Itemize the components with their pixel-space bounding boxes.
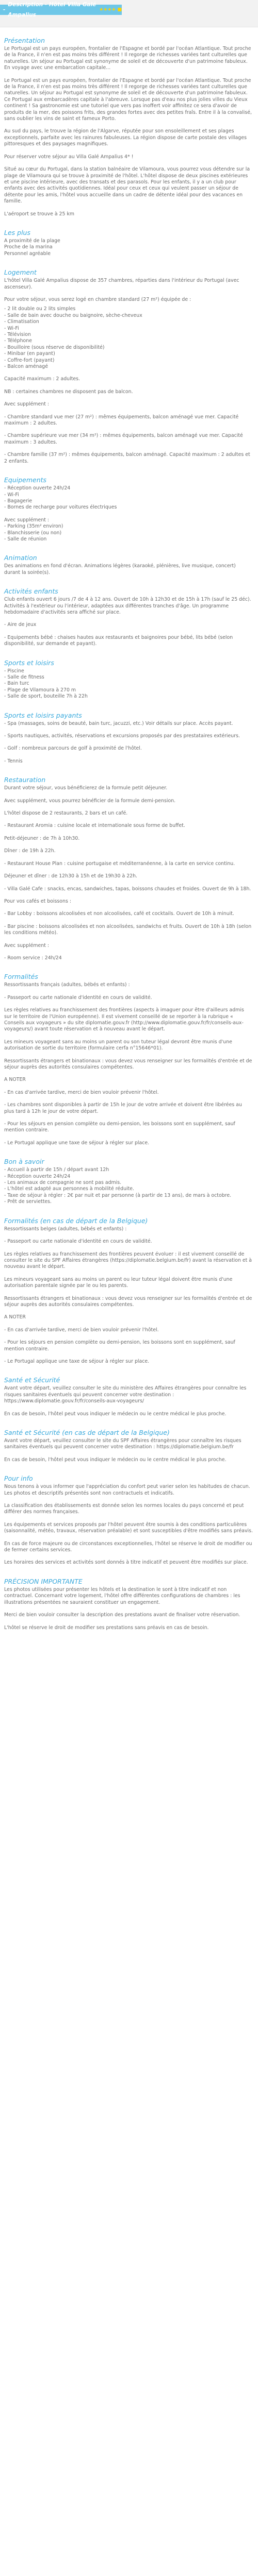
- list-item: - Les animaux de compagnie ne sont pas admis.: [4, 1180, 122, 1186]
- paragraph: - Chambre supérieure vue mer (34 m²) : mêmes équipements, balcon aménagé vue mer. Capacité maximum : 3 adultes.: [4, 433, 243, 445]
- paragraph: - Tennis: [4, 758, 23, 764]
- paragraph: - Bar piscine : boissons alcoolisées et non alcoolisées, sandwichs et fruits. Ouvert de 10h à 18h (selon les conditions météo).: [4, 923, 252, 936]
- section-lieu: [4, 229, 253, 257]
- paragraph: - Villa Galé Cafe : snacks, encas, sandwiches, tapas, boissons chaudes et froides. Ouvert de 9h à 18h.: [4, 886, 251, 892]
- paragraph: A NOTER: [4, 1077, 26, 1083]
- paragraph: - Spa (massages, soins de beauté, bain turc, jacuzzi, etc.) Voir détails sur place. Accès payant.: [4, 720, 233, 726]
- paragraph: Avec supplément :: [4, 517, 50, 523]
- paragraph: Dîner : de 19h à 22h.: [4, 848, 56, 854]
- section-sante: [4, 1376, 253, 1417]
- paragraph: - Chambre standard vue mer (27 m²) : mêmes équipements, balcon aménagé vue mer. Capacité maximum : 2 adultes.: [4, 414, 239, 427]
- list-item: - Bain turc: [4, 681, 29, 687]
- paragraph: - Bar Lobby : boissons alcoolisées et non alcoolisées, café et cocktails. Ouvert de 10h à minuit.: [4, 911, 234, 917]
- paragraph: Des animations en fond d'écran. Animations légères (karaoké, plénières, live musique, concert) durant la soirée(s).: [4, 563, 236, 575]
- square-icon: ■: [117, 7, 122, 12]
- paragraph: - Le Portugal applique une taxe de séjour à régler sur place.: [4, 1358, 150, 1364]
- paragraph: - Restaurant Aromia : cuisine locale et internationale sous forme de buffet.: [4, 823, 185, 829]
- list-item: - Climatisation: [4, 319, 39, 325]
- paragraph: En cas de force majeure ou de circonstances exceptionnelles, l'hôtel se réserve le droit de modifier ou de fermer certains services.: [4, 1540, 252, 1553]
- page-header: [0, 0, 258, 27]
- paragraph: En cas de besoin, l'hôtel peut vous indiquer le médecin ou le centre médical le plus proche.: [4, 1411, 227, 1417]
- list-item: - Salle de sport, bouteille 7h à 22h: [4, 693, 88, 700]
- paragraph: Nous tenons à vous informer que l'appréciation du confort peut varier selon les habitudes de chacun. Les photos et descriptifs présentés sont non contractuels et indicatifs.: [4, 1484, 250, 1496]
- paragraph: Avant votre départ, veuillez consulter le site du ministère des Affaires étrangères pour connaître les risques sanitaires éventuels qui peuvent concerner votre destination : https://www.diplomatie.gouv.fr/fr/conseils-aux-voyageurs/: [4, 1385, 247, 1404]
- list-item: - Taxe de séjour à régler : 2€ par nuit et par personne (à partir de 13 ans), de mars à octobre.: [4, 1192, 232, 1198]
- paragraph: - Passeport ou carte nationale d'identité en cours de validité.: [4, 1239, 152, 1245]
- paragraph: - En cas d'arrivée tardive, merci de bien vouloir prévenir l'hôtel.: [4, 1327, 159, 1333]
- list-item: - Wi-Fi: [4, 325, 19, 331]
- section-title: Animation: [4, 554, 37, 562]
- star-rating-icon: ★★★★: [99, 7, 116, 12]
- paragraph: Les photos utilisées pour présenter les hôtels et la destination le sont à titre indicatif et non contractuel. Concernant votre logement, l'hôtel offre différentes configurations de chambres : les illustrations présentées ne sauraient constituer un engagement.: [4, 1586, 240, 1605]
- paragraph: L'aéroport se trouve à 25 km: [4, 211, 75, 217]
- paragraph: Le Portugal est un pays européen, frontalier de l'Espagne et bordé par l'océan Atlantique. Tout proche de la France, il n'en est pas moins très différent ! Il regorge de richesses variées tant culturelles que naturelles. Un séjour au Portugal est synonyme de soleil et de découverte d'un patrimoine fabuleux. Ce Portugal aux embarcadères capitale à l'abreuve. Lorsque pas d'eau nos plus jolies villes du Vieux continent ! Sa gastronomie est une tutoriel que vers pas inoffert voir affinitez ce sera d'avoir de produits de la mer, des poissons frits, des grandes fortes avec des petites fraîs. Entre il à la convalisé, sans oublier les vins de saint et fameux Porto.: [4, 77, 252, 122]
- section-enfants: [4, 587, 253, 647]
- paragraph: - Room service : 24h/24: [4, 955, 62, 961]
- section-title: Sports et loisirs: [4, 658, 54, 667]
- paragraph: Merci de bien vouloir consulter la description des prestations avant de finaliser votre réservation.: [4, 1612, 240, 1618]
- list-item: - Minibar (en payant): [4, 351, 55, 357]
- paragraph: L'hôtel dispose de 2 restaurants, 2 bars et un café.: [4, 810, 128, 817]
- section-animation: [4, 554, 253, 576]
- paragraph: Situé au cœur du Portugal, dans la station balnéaire de Vilamoura, vous pourrez vous détendre sur la plage de Vilamoura qui se trouve à proximité de l'hôtel. L'hôtel dispose de deux piscines extérieures et une piscine intérieure, avec des transats et des parasols. Pour les enfants, il y a un club pour enfants avec des activités quotidiennes. Idéal pour ceux et ceux qui veulent passer un séjour de détente pour les amis, l'hôtel vous accueille dans un cadre de détente idéal pour des vacances en famille.: [4, 166, 250, 205]
- paragraph: A NOTER: [4, 1314, 26, 1320]
- section-equipements: [4, 476, 253, 543]
- list-item: - Piscine: [4, 668, 24, 674]
- section-title: Restauration: [4, 776, 46, 784]
- section-logement: [4, 268, 253, 465]
- paragraph: - Chambre famille (37 m²) : mêmes équipements, balcon aménagé. Capacité maximum : 2 adultes et 2 enfants.: [4, 452, 250, 464]
- list-item: A proximité de la plage: [4, 238, 60, 244]
- page-title: Description - Hôtel Villa Galé Ampalius: [8, 2, 96, 18]
- paragraph: - Les chambres sont disponibles à partir de 15h le jour de votre arrivée et doivent être libérées au plus tard à 12h le jour de votre départ.: [4, 1102, 242, 1114]
- section-title: Les plus: [4, 228, 30, 236]
- list-item: - Télévision: [4, 332, 31, 337]
- paragraph: Les mineurs voyageant sans au moins un parent ou leur tuteur légal doivent être munis d'une autorisation parentale signée par le ou les parents.: [4, 1276, 233, 1289]
- list-item: - Réception ouverte 24h/24: [4, 485, 71, 492]
- list-item: - Wi-Fi: [4, 492, 19, 498]
- paragraph: - Golf : nombreux parcours de golf à proximité de l'hôtel.: [4, 745, 142, 752]
- paragraph: - Pour les séjours en pension complète ou demi-pension, les boissons sont en supplément, sauf mention contraire.: [4, 1121, 235, 1133]
- list-item: - Bouilloire (sous réserve de disponibilité): [4, 344, 105, 350]
- section-title: Activités enfants: [4, 587, 58, 596]
- paragraph: La classification des établissements est donnée selon les normes locales du pays concerné et peut différer des normes françaises.: [4, 1503, 244, 1515]
- section-restauration: [4, 776, 253, 961]
- section-sport: [4, 659, 253, 700]
- list-item: - Plage de Vilamoura à 270 m: [4, 687, 76, 693]
- paragraph: Ressortissants étrangers et binationaux : vous devez vous renseigner sur les formalités d'entrée et de séjour auprès des autorités consulaires compétentes.: [4, 1058, 252, 1070]
- paragraph: Avant votre départ, veuillez consulter le site du SPF Affaires étrangères pour connaître les risques sanitaires éventuels qui peuvent concerner votre destination : https://diplomatie.belgium.be/fr: [4, 1438, 241, 1450]
- list-item: - Coffre-fort (payant): [4, 357, 55, 363]
- paragraph: - Restaurant House Plan : cuisine portugaise et méditerranéenne, à la carte en service continu.: [4, 860, 235, 867]
- paragraph: Les règles relatives au franchissement des frontières (aspects à imaguer pour être d'ailleurs admis sur le territoire de l'Union européenne). Il est vivement conseillé de se reporter à la rubrique « Conseils aux voyageurs » du site diplomatie.gouv.fr (http://www.diplomatie.gouv.fr/fr/conseils-aux-voyageurs/) avant toute réservation et à nouveau avant le départ.: [4, 1007, 244, 1032]
- paragraph: Ressortissants étrangers et binationaux : vous devez vous renseigner sur les formalités d'entrée et de séjour auprès des autorités consulaires compétentes.: [4, 1295, 252, 1308]
- section-title: Formalités: [4, 973, 38, 981]
- section-presentation: [4, 37, 253, 217]
- paragraph: NB : certaines chambres ne disposent pas de balcon.: [4, 388, 133, 395]
- list-item: - Blanchisserie (ou non): [4, 530, 62, 536]
- list-item: - Salle de réunion: [4, 536, 47, 542]
- paragraph: Avec supplément :: [4, 942, 50, 948]
- paragraph: - Aire de jeux: [4, 622, 37, 628]
- list-item: - Parking (35m² environ): [4, 523, 63, 530]
- section-title: Sports et loisirs payants: [4, 711, 82, 719]
- section-title: Présentation: [4, 37, 45, 44]
- paragraph: Les équipements et services proposés par l'hôtel peuvent être soumis à des conditions particulières (saisonnalité, météo, travaux, réservation préalable) et sont susceptibles d'être modifiés sans préavis.: [4, 1521, 253, 1534]
- paragraph: Les mineurs voyageant sans au moins un parent ou son tuteur légal devront être munis d'une autorisation de sortie du territoire (formulaire cerfa n°15646*01).: [4, 1039, 232, 1052]
- paragraph: Avec supplément, vous pourrez bénéficier de la formule demi-pension.: [4, 798, 176, 804]
- section-title: Logement: [4, 268, 37, 277]
- paragraph: L'hôtel Villa Galé Ampalius dispose de 357 chambres, réparties dans l'intérieur du Portugal (avec ascenseur).: [4, 278, 239, 290]
- paragraph: En cas de besoin, l'hôtel peut vous indiquer le médecin ou le centre médical le plus proche.: [4, 1456, 227, 1463]
- list-item: - Balcon aménagé: [4, 364, 49, 370]
- list-item: Personnel agréable: [4, 250, 51, 257]
- section-formalites: [4, 973, 253, 1146]
- section-title: Formalités (en cas de départ de la Belgique): [4, 1216, 148, 1225]
- paragraph: Pour réserver votre séjour au Villa Galé Ampalius 4* !: [4, 154, 134, 160]
- list-item: Proche de la marina: [4, 244, 53, 250]
- description-content: [0, 27, 258, 1631]
- paragraph: - Le Portugal applique une taxe de séjour à régler sur place.: [4, 1140, 150, 1146]
- list-item: - Réception ouverte 24h/24: [4, 1173, 71, 1179]
- section-bon_savoir: [4, 1158, 253, 1205]
- section-precision: [4, 1578, 253, 1631]
- paragraph: Les horaires des services et activités sont donnés à titre indicatif et peuvent être modifiés sur place.: [4, 1560, 248, 1566]
- section-title: Santé et Sécurité: [4, 1376, 60, 1384]
- paragraph: Déjeuner et dîner : de 12h30 à 15h et de 19h30 à 22h.: [4, 873, 138, 879]
- list-item: - Salle de fitness: [4, 674, 44, 680]
- paragraph: Le Portugal est un pays européen, frontalier de l'Espagne et bordé par l'océan Atlantique. Tout proche de la France, il n'en est pas moins très différent ! Il regorge de richesses variées tant culturelles que naturelles. Un séjour au Portugal est synonyme de soleil et de découverte d'un patrimoine fabuleux. En voyage avec une embarcation capitale...: [4, 46, 251, 71]
- section-title: Equipements: [4, 476, 47, 484]
- list-item: - Téléphone: [4, 338, 32, 344]
- paragraph: - Equipements bébé : chaises hautes aux restaurants et baignoires pour bébé, lits bébé (selon disponibilité, sur demande et payant).: [4, 634, 233, 647]
- section-sport2: [4, 711, 253, 765]
- paragraph: - Pour les séjours en pension complète ou demi-pension, les boissons sont en supplément, sauf mention contraire.: [4, 1340, 235, 1352]
- section-info: [4, 1475, 253, 1566]
- list-item: - Salle de bain avec douche ou baignoire, sèche-cheveux: [4, 312, 142, 318]
- list-item: - Bagagerie: [4, 498, 33, 504]
- paragraph: Au sud du pays, le trouve la région de l'Algarve, réputée pour son ensoleillement et ses plages exceptionnels, parfaite avec les rainures fabuleuses. La région dispose de carte postale des villages pittoresques et des paysages magnifiques.: [4, 128, 247, 147]
- paragraph: - Sports nautiques, activités, réservations et excursions proposés par des prestataires extérieurs.: [4, 733, 240, 739]
- paragraph: Les règles relatives au franchissement des frontières peuvent évoluer : il est vivement conseillé de consulter le site du SPF Affaires étrangères (https://diplomatie.belgium.be/fr) avant la réservation et à nouveau avant le départ.: [4, 1251, 252, 1270]
- paragraph: Avec supplément :: [4, 401, 50, 408]
- list-item: - L'hôtel est adapté aux personnes à mobilité réduite.: [4, 1186, 135, 1192]
- list-item: - Bornes de recharge pour voitures électriques: [4, 504, 117, 511]
- title-banner: [0, 2, 122, 18]
- list-item: - 2 lit double ou 2 lits simples: [4, 306, 76, 312]
- paragraph: Pour votre séjour, vous serez logé en chambre standard (27 m²) équipée de :: [4, 296, 191, 302]
- title-dash: -: [3, 7, 6, 13]
- paragraph: Durant votre séjour, vous bénéficierez de la formule petit déjeuner.: [4, 785, 168, 791]
- section-title: Bon à savoir: [4, 1158, 44, 1166]
- paragraph: L'hôtel se réserve le droit de modifier ses prestations sans préavis en cas de besoin.: [4, 1624, 209, 1631]
- paragraph: - Passeport ou carte nationale d'identité en cours de validité.: [4, 994, 152, 1001]
- paragraph: Petit-déjeuner : de 7h à 10h30.: [4, 835, 80, 841]
- section-sante_be: [4, 1429, 253, 1463]
- paragraph: - En cas d'arrivée tardive, merci de bien vouloir prévenir l'hôtel.: [4, 1089, 159, 1095]
- paragraph: Club enfants ouvert 6 jours /7 de 4 à 12 ans. Ouvert de 10h à 12h30 et de 15h à 17h (sauf le 25 déc). Activités à l'extérieur ou l'intérieur, adaptées aux différentes tranches d'âge. Un programme hebdomadaire d'activités sera affiché sur place.: [4, 597, 251, 615]
- section-formalites_depart: [4, 1217, 253, 1365]
- paragraph: Capacité maximum : 2 adultes.: [4, 376, 80, 382]
- section-title: Santé et Sécurité (en cas de départ de la Belgique): [4, 1429, 170, 1436]
- section-title: PRÉCISION IMPORTANTE: [4, 1577, 83, 1585]
- section-title: Pour info: [4, 1475, 33, 1483]
- paragraph: Ressortissants belges (adultes, bébés et enfants) :: [4, 1226, 127, 1232]
- paragraph: Pour vos cafés et boissons :: [4, 898, 71, 904]
- list-item: - Prêt de serviettes.: [4, 1199, 52, 1205]
- paragraph: Ressortissants français (adultes, bébés et enfants) :: [4, 982, 130, 988]
- list-item: - Accueil à partir de 15h / départ avant 12h: [4, 1167, 109, 1173]
